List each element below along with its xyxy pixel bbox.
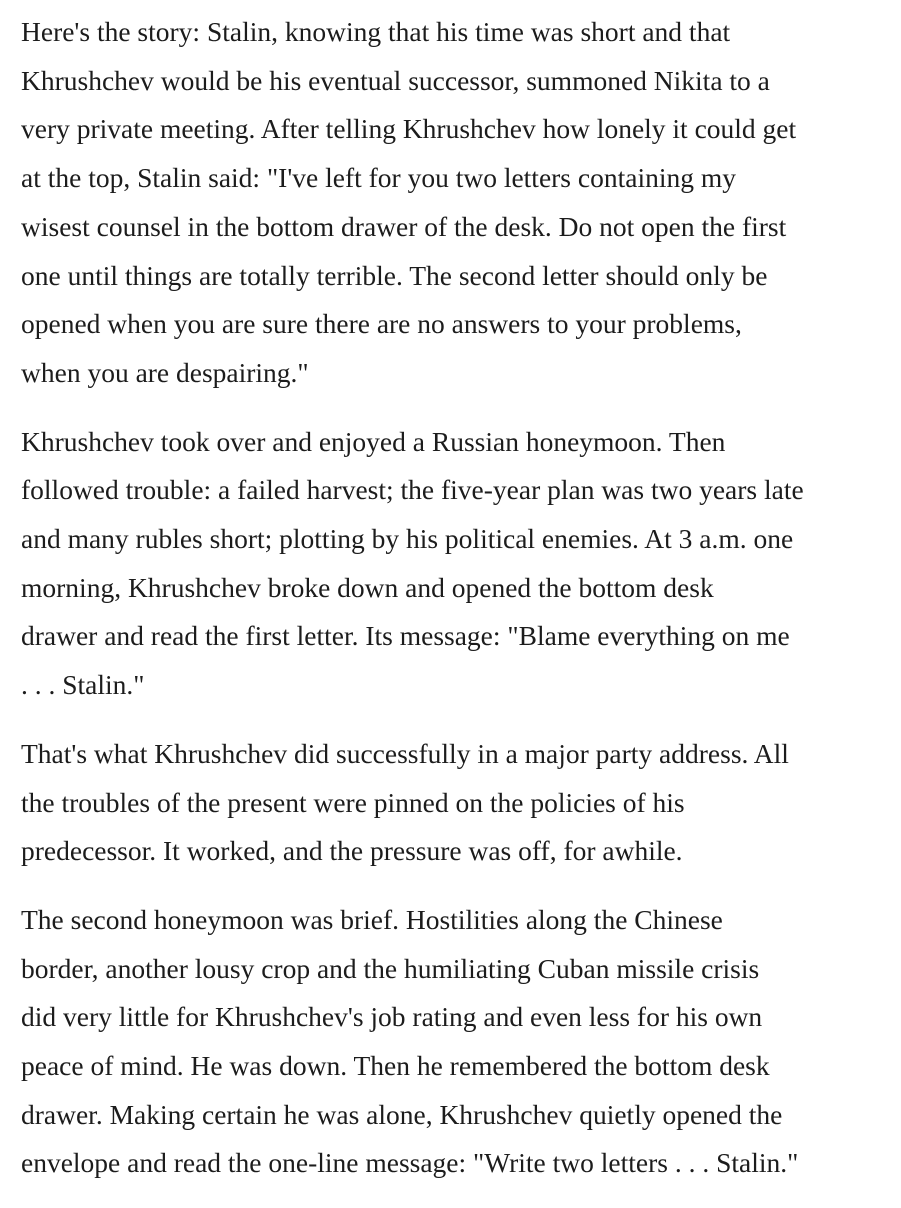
- text-line: The second honeymoon was brief. Hostilities along the Chinese: [21, 903, 723, 935]
- text-line: followed trouble: a failed harvest; the five-year plan was two years late: [21, 474, 804, 506]
- text-line: Khrushchev took over and enjoyed a Russian honeymoon. Then: [21, 425, 726, 457]
- text-line: morning, Khrushchev broke down and opened the bottom desk: [21, 571, 714, 603]
- text-line: one until things are totally terrible. The second letter should only be: [21, 259, 768, 291]
- text-line: predecessor. It worked, and the pressure was off, for awhile.: [21, 835, 683, 867]
- text-line: That's what Khrushchev did successfully in a major party address. All: [21, 737, 789, 769]
- paragraph-2: [21, 418, 883, 710]
- text-line: border, another lousy crop and the humiliating Cuban missile crisis: [21, 952, 760, 984]
- text-line: envelope and read the one-line message: "Write two letters . . . Stalin.": [21, 1147, 799, 1179]
- text-line: peace of mind. He was down. Then he remembered the bottom desk: [21, 1050, 770, 1082]
- text-line: very private meeting. After telling Khrushchev how lonely it could get: [21, 113, 797, 145]
- paragraph-3: [21, 730, 883, 876]
- text-line: and many rubles short; plotting by his political enemies. At 3 a.m. one: [21, 523, 794, 555]
- text-line: the troubles of the present were pinned on the policies of his: [21, 786, 685, 818]
- text-line: drawer. Making certain he was alone, Khrushchev quietly opened the: [21, 1098, 783, 1130]
- text-line: Here's the story: Stalin, knowing that his time was short and that: [21, 16, 731, 47]
- text-line: . . . Stalin.": [21, 669, 145, 701]
- text-line: wisest counsel in the bottom drawer of the desk. Do not open the first: [21, 210, 787, 242]
- paragraph-4: [21, 896, 883, 1188]
- text-line: when you are despairing.": [21, 356, 309, 388]
- text-line: opened when you are sure there are no answers to your problems,: [21, 308, 742, 340]
- text-line: drawer and read the first letter. Its message: "Blame everything on me: [21, 620, 790, 652]
- article-body: [21, 8, 883, 1208]
- text-line: at the top, Stalin said: "I've left for you two letters containing my: [21, 162, 736, 194]
- paragraph-1: [21, 8, 883, 398]
- text-line: Khrushchev would be his eventual successor, summoned Nikita to a: [21, 64, 770, 96]
- text-line: did very little for Khrushchev's job rating and even less for his own: [21, 1001, 763, 1033]
